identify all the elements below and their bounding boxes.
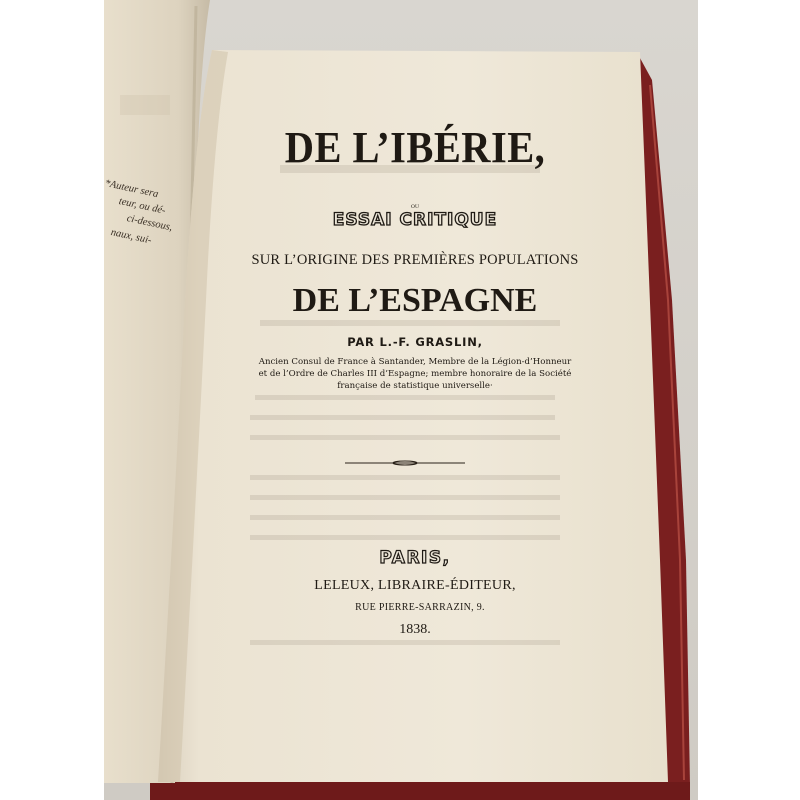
left-page-line: *Auteur sera [103,178,160,201]
subtitle-line: SUR L’ORIGINE DES PREMIÈRES POPULATIONS [251,252,579,268]
left-page-line: naux, sui- [109,227,153,247]
book-subtitle: ESSAI CRITIQUE [332,210,498,230]
left-page-line: teur, ou dé- [117,196,167,217]
left-page-line: ci-dessous, [125,213,174,234]
publication-year: 1838. [399,622,431,637]
conjunction: ou [410,202,420,210]
book-title-line2: DE L’ESPAGNE [292,282,538,319]
author-credits: Ancien Consul de France à Santander, Membre de la Légion-d’Honneur et de l’Ordre de Charles III d’Espagne; membre honoraire de la Société française de statistique universelle· [258,357,572,391]
publisher: LELEUX, LIBRAIRE-ÉDITEUR, [314,578,516,593]
book-title: DE L’IBÉRIE, [284,123,546,172]
publisher-address: RUE PIERRE-SARRAZIN, 9. [355,602,485,613]
publication-place: PARIS, [379,548,451,568]
author: PAR L.-F. GRASLIN, [347,335,483,349]
